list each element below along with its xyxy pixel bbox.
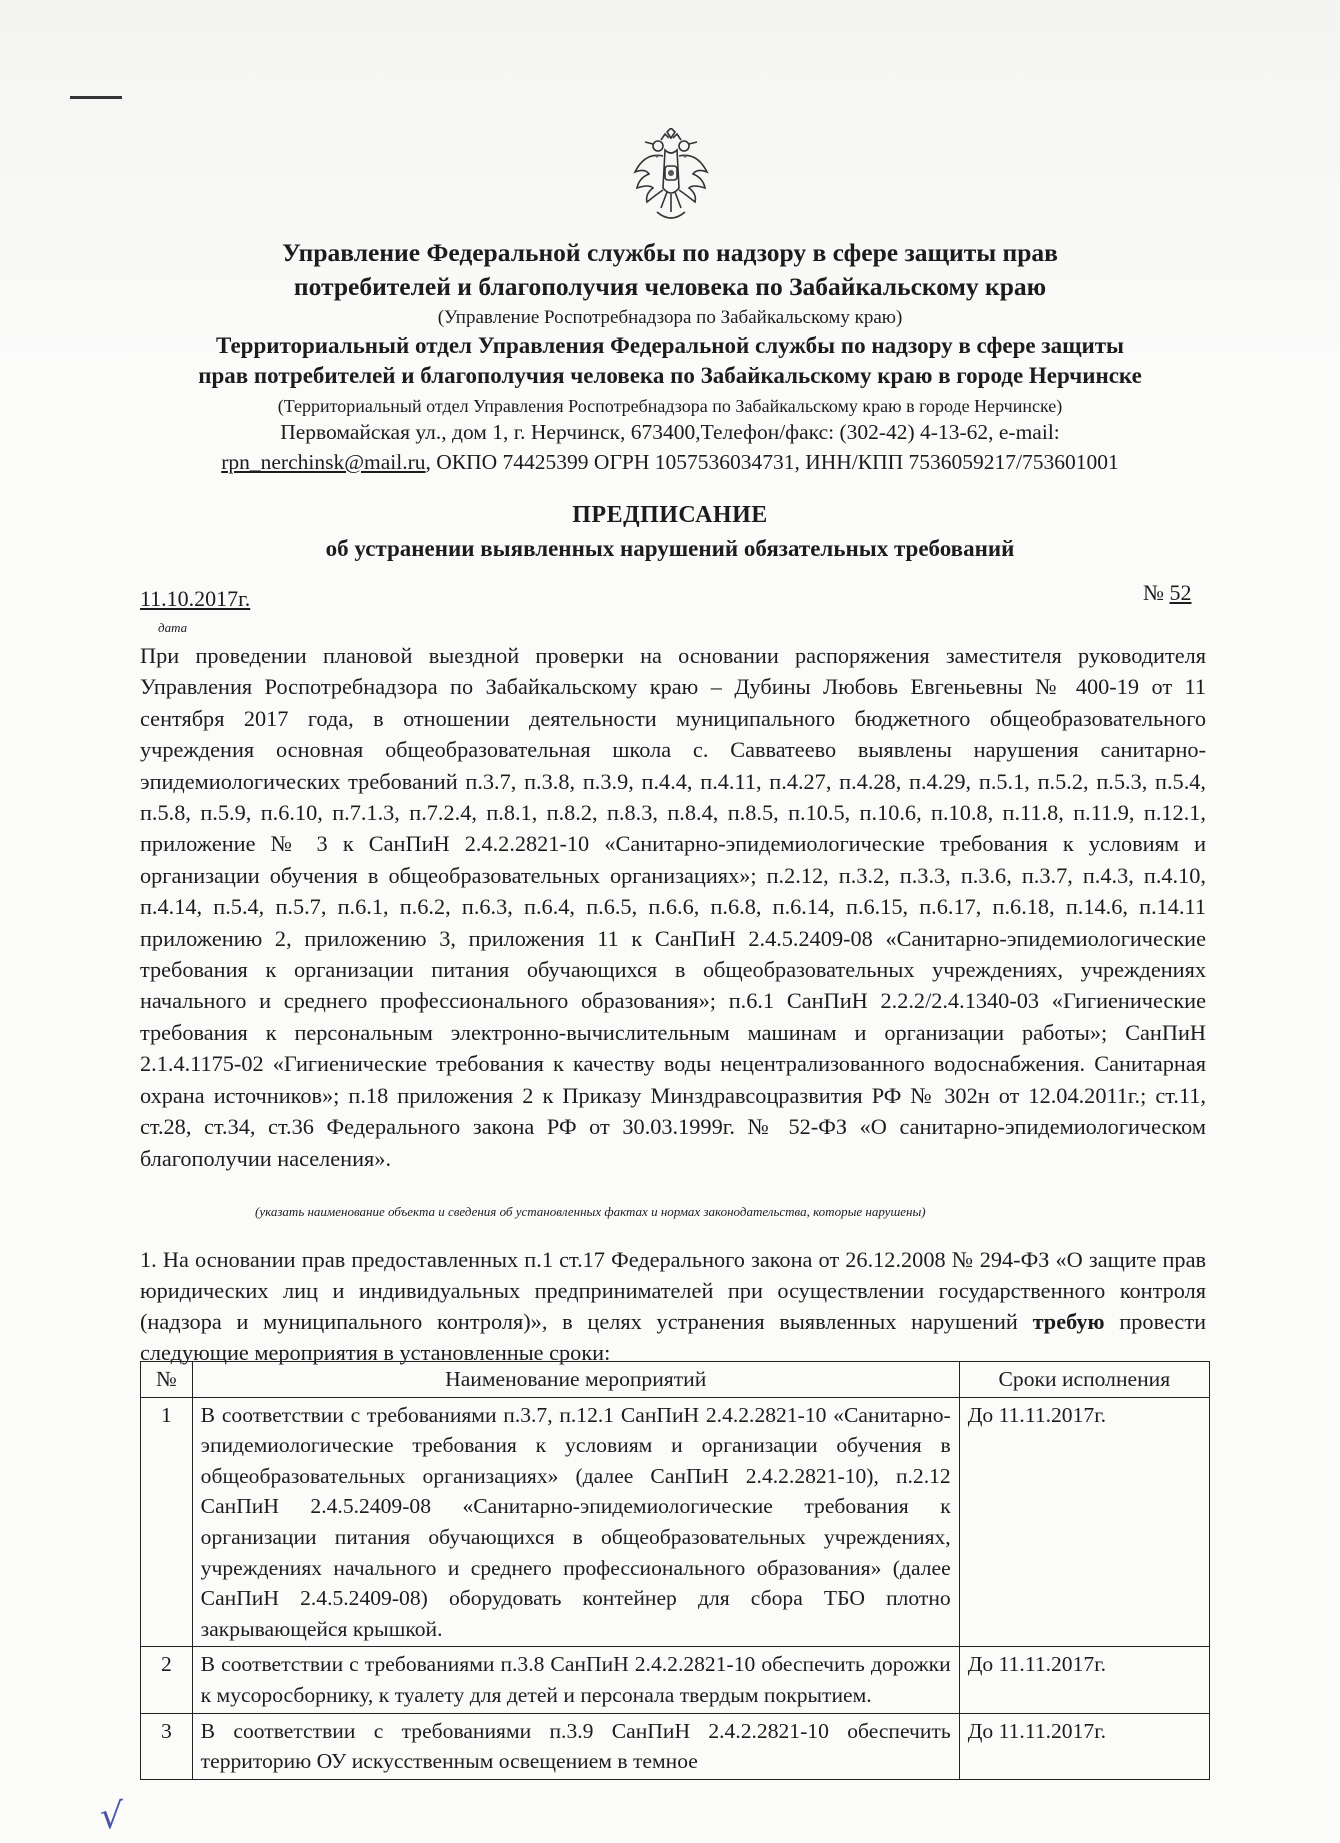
document-title: ПРЕДПИСАНИЕ bbox=[572, 502, 768, 528]
requirement-paragraph bbox=[140, 1244, 1206, 1368]
table-row bbox=[141, 1397, 1210, 1647]
row-deadline: До 11.11.2017г. bbox=[959, 1397, 1209, 1647]
corner-mark bbox=[70, 96, 122, 99]
row-number: 2 bbox=[141, 1647, 193, 1713]
header-measures: Наименование мероприятий bbox=[192, 1362, 959, 1398]
document-number bbox=[1143, 580, 1192, 606]
findings-note: (указать наименование объекта и сведения об установленных фактах и нормах законодательства, которые нарушены) bbox=[255, 1204, 926, 1219]
dept-title-line1: Территориальный отдел Управления Федеральной службы по надзору в сфере защиты bbox=[215, 333, 1125, 358]
row-number: 3 bbox=[141, 1713, 193, 1779]
findings-paragraph: При проведении плановой выездной проверки на основании распоряжения заместителя руководителя Управления Роспотребнадзора по Забайкальскому краю – Дубины Любовь Евгеньевны № 400-19 от 11 сентября 2017 года, в отношении деятельности муниципального бюджетного общеобразовательного учреждения основная общеобразовательная школа с. Савватеево выявлены нарушения санитарно-эпидемиологических требований п.3.7, п.3.8, п.3.9, п.4.4, п.4.11, п.4.27, п.4.28, п.4.29, п.5.1, п.5.2, п.5.3, п.5.4, п.5.8, п.5.9, п.6.10, п.7.1.3, п.7.2.4, п.8.1, п.8.2, п.8.3, п.8.4, п.8.5, п.10.5, п.10.6, п.10.8, п.11.8, п.11.9, п.12.1, приложение № 3 к СанПиН 2.4.2.2821-10 «Санитарно-эпидемиологические требования к условиям и организации обучения в общеобразовательных организациях»; п.2.12, п.3.2, п.3.3, п.3.6, п.3.7, п.4.3, п.4.10, п.4.14, п.5.4, п.5.7, п.6.1, п.6.2, п.6.3, п.6.4, п.6.5, п.6.6, п.6.8, п.6.14, п.6.15, п.6.17, п.6.18, п.14.6, п.14.11 приложению 2, приложению 3, приложения 11 к СанПиН 2.4.5.2409-08 «Санитарно-эпидемиологические требования к организации питания обучающихся в общеобразовательных учреждениях, учреждениях начального и среднего профессионального образования»; п.6.1 СанПиН 2.2.2/2.4.1340-03 «Гигиенические требования к персональным электронно-вычислительным машинам и организации работы»; СанПиН 2.1.4.1175-02 «Гигиенические требования к качеству воды нецентрализованного водоснабжения. Санитарная охрана источников»; п.18 приложения 2 к Приказу Минздравсоцразвития РФ № 302н от 12.04.2011г.; ст.11, ст.28, ст.34, ст.36 Федерального закона РФ от 30.03.1999г. № 52-ФЗ «О санитарно-эпидемиологическом благополучии населения». bbox=[140, 643, 1206, 1171]
header-deadline: Сроки исполнения bbox=[959, 1362, 1209, 1398]
requirement-text-end: провести следующие мероприятия в установленные сроки: bbox=[140, 1309, 1206, 1365]
registration-codes: , ОКПО 74425399 ОГРН 1057536034731, ИНН/КПП 7536059217/753601001 bbox=[425, 450, 1119, 474]
dept-title-line2: прав потребителей и благополучия человека по Забайкальскому краю в городе Нерчинске bbox=[198, 363, 1142, 388]
table-row bbox=[141, 1713, 1210, 1779]
requirement-text-start: 1. На основании прав предоставленных п.1 ст.17 Федерального закона от 26.12.2008 № 294-ФЗ «О защите прав юридических лиц и индивидуальных предпринимателей при осуществлении государственного контроля (надзора и муниципального контроля)», в целях устранения выявленных нарушений bbox=[140, 1247, 1206, 1334]
contacts-line bbox=[150, 450, 1190, 475]
table-header-row bbox=[141, 1362, 1210, 1398]
row-measure: В соответствии с требованиями п.3.8 СанПиН 2.4.2.2821-10 обеспечить дорожки к мусоросборнику, к туалету для детей и персонала твердым покрытием. bbox=[192, 1647, 959, 1713]
number-prefix: № bbox=[1143, 580, 1170, 605]
document-subtitle: об устранении выявленных нарушений обязательных требований bbox=[325, 536, 1015, 561]
document-date: 11.10.2017г. bbox=[140, 586, 251, 611]
agency-title-line2: потребителей и благополучия человека по Забайкальскому краю bbox=[293, 272, 1047, 301]
agency-short-name: (Управление Роспотребнадзора по Забайкальскому краю) bbox=[437, 307, 903, 328]
row-deadline: До 11.11.2017г. bbox=[959, 1647, 1209, 1713]
email-link[interactable]: rpn_nerchinsk@mail.ru bbox=[221, 450, 426, 474]
address-line: Первомайская ул., дом 1, г. Нерчинск, 673400,Телефон/факс: (302-42) 4-13-62, e-mail: bbox=[280, 420, 1060, 444]
check-mark-icon: √ bbox=[100, 1796, 123, 1837]
measures-table bbox=[140, 1361, 1210, 1780]
row-measure: В соответствии с требованиями п.3.9 СанПиН 2.4.2.2821-10 обеспечить территорию ОУ искусственным освещением в темное bbox=[192, 1713, 959, 1779]
agency-title-line1: Управление Федеральной службы по надзору в сфере защиты прав bbox=[282, 238, 1058, 267]
dept-short-name: (Территориальный отдел Управления Роспотребнадзора по Забайкальскому краю в городе Нерчинске) bbox=[277, 396, 1063, 416]
row-number: 1 bbox=[141, 1397, 193, 1647]
requirement-keyword: требую bbox=[1032, 1309, 1105, 1334]
header-number: № bbox=[141, 1362, 193, 1398]
number-value: 52 bbox=[1169, 580, 1192, 605]
date-caption: дата bbox=[158, 620, 188, 635]
russian-coat-of-arms-icon bbox=[631, 128, 711, 224]
row-measure: В соответствии с требованиями п.3.7, п.12.1 СанПиН 2.4.2.2821-10 «Санитарно-эпидемиологические требования к условиям и организации обучения в общеобразовательных организациях» (далее СанПиН 2.4.2.2821-10), п.2.12 СанПиН 2.4.5.2409-08 «Санитарно-эпидемиологические требования к организации питания обучающихся в общеобразовательных учреждениях, учреждениях начального и среднего профессионального образования» (далее СанПиН 2.4.5.2409-08) оборудовать контейнер для сбора ТБО плотно закрывающейся крышкой. bbox=[192, 1397, 959, 1647]
table-row bbox=[141, 1647, 1210, 1713]
row-deadline: До 11.11.2017г. bbox=[959, 1713, 1209, 1779]
